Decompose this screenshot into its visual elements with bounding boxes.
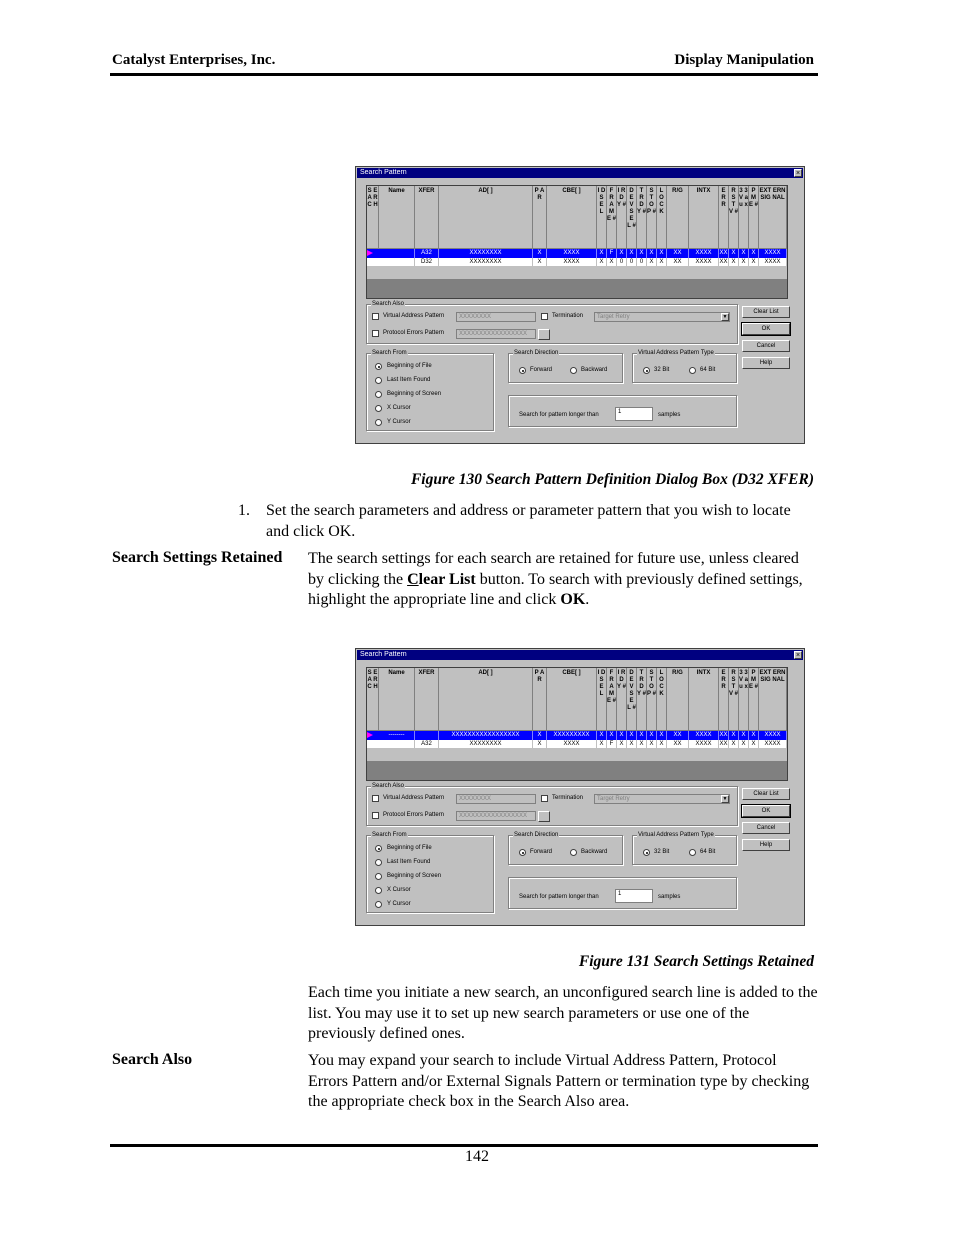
column-header-lock[interactable]: L O C K <box>657 186 667 248</box>
column-header-rstv[interactable]: R S T V # <box>729 668 739 730</box>
help-button[interactable]: Help <box>742 357 790 369</box>
page-header-left: Catalyst Enterprises, Inc. <box>112 52 276 68</box>
bit64-radio[interactable] <box>689 367 696 374</box>
termination-label: Termination <box>552 795 584 801</box>
cell-irdy: X <box>617 731 627 740</box>
column-header-v3aux[interactable]: 3 3 V a u x <box>739 668 749 730</box>
cell-frame: F <box>607 249 617 258</box>
search-also-group <box>366 783 738 826</box>
dialog-title: Search Pattern <box>360 651 407 658</box>
column-header-ad[interactable]: AD[ ] <box>439 186 533 248</box>
cell-rg: XX <box>667 249 689 258</box>
cell-par: X <box>533 258 547 267</box>
backward-radio[interactable] <box>570 849 577 856</box>
protocol-errors-pattern-label: Protocol Errors Pattern <box>383 330 445 336</box>
column-header-frame[interactable]: F R A M E # <box>607 186 617 248</box>
cell-xfer: A32 <box>415 740 439 749</box>
cell-intx: XXXX <box>689 731 719 740</box>
cell-par: X <box>533 731 547 740</box>
bit32-radio[interactable] <box>643 367 650 374</box>
cell-v3aux: X <box>739 740 749 749</box>
clear-list-button[interactable]: Clear List <box>742 788 790 800</box>
column-header-lock[interactable]: L O C K <box>657 668 667 730</box>
cell-pme: X <box>749 740 759 749</box>
cell-rg: XX <box>667 731 689 740</box>
cell-cbe: XXXX <box>547 249 597 258</box>
close-icon[interactable]: × <box>795 652 801 659</box>
search-also-group-label: Search Also <box>372 301 405 307</box>
column-header-err[interactable]: E R R <box>719 186 729 248</box>
new-search-line-paragraph: Each time you initiate a new search, an unconfigured search line is added to the list. You may use it to set up new search parameters or use one of the previously defined ones. <box>308 984 818 1042</box>
virtual-address-pattern-label: Virtual Address Pattern <box>383 795 445 801</box>
column-header-devsel[interactable]: D E V S E L # <box>627 186 637 248</box>
dialog-titlebar <box>357 168 803 178</box>
search-from-radio[interactable] <box>375 901 382 908</box>
column-header-cbe[interactable]: CBE[ ] <box>547 186 597 248</box>
cell-stop: X <box>647 731 657 740</box>
bit64-label: 64 Bit <box>700 849 716 855</box>
column-header-pme[interactable]: P M E # <box>749 668 759 730</box>
cell-stop: X <box>647 740 657 749</box>
grid-header <box>367 186 787 248</box>
search-from-option-label: Beginning of File <box>387 845 432 851</box>
cell-name <box>379 249 415 258</box>
column-header-cbe[interactable]: CBE[ ] <box>547 668 597 730</box>
search-from-option-label: X Cursor <box>387 405 411 411</box>
va-pattern-type-group-label: Virtual Address Pattern Type <box>638 350 714 356</box>
bit64-radio[interactable] <box>689 849 696 856</box>
cell-ad: XXXXXXXX <box>439 249 533 258</box>
column-header-search[interactable]: S E A R C H <box>367 668 379 730</box>
cancel-button[interactable]: Cancel <box>742 822 790 834</box>
cell-trdy: X <box>637 740 647 749</box>
cell-rstv: X <box>729 740 739 749</box>
column-header-par[interactable]: P A R <box>533 186 547 248</box>
search-from-option-label: X Cursor <box>387 887 411 893</box>
column-header-intx[interactable]: INTX <box>689 186 719 248</box>
search-from-radio[interactable] <box>375 363 382 370</box>
dialog-titlebar <box>357 650 803 660</box>
column-header-pme[interactable]: P M E # <box>749 186 759 248</box>
protocol-errors-browse-button[interactable] <box>538 811 550 822</box>
backward-label: Backward <box>581 849 608 855</box>
cell-xfer: D32 <box>415 258 439 267</box>
cell-cbe: XXXX <box>547 258 597 267</box>
header-rule <box>110 73 818 76</box>
column-header-name[interactable]: Name <box>379 186 415 248</box>
cell-err: XX <box>719 732 728 738</box>
cell-rg: XX <box>667 258 689 267</box>
cell-irdy: X <box>617 740 627 749</box>
cell-ext: XXXX <box>759 249 787 258</box>
search-settings-retained-text: The search settings for each search are retained for future use, unless cleared by clicking the Clear List button. To search with previously defined settings, highlight the appropriate line and click OK. <box>308 550 803 608</box>
longer-than-label: Search for pattern longer than <box>519 412 599 418</box>
cell-ad: XXXXXXXX <box>439 258 533 267</box>
virtual-address-pattern-checkbox[interactable] <box>372 795 379 802</box>
row-pointer-icon <box>367 250 373 256</box>
search-from-option-label: Y Cursor <box>387 901 411 907</box>
cell-rstv: X <box>729 731 739 740</box>
page-header-right: Display Manipulation <box>674 52 814 68</box>
cell-idsel: X <box>597 740 607 749</box>
cell-idsel: X <box>597 258 607 267</box>
cell-cbe: XXXXXXXXX <box>547 731 597 740</box>
cell-devsel: X <box>627 731 637 740</box>
termination-checkbox[interactable] <box>541 313 548 320</box>
column-header-idsel[interactable]: I D S E L <box>597 668 607 730</box>
search-from-radio[interactable] <box>375 419 382 426</box>
termination-select[interactable]: Target Retry <box>594 312 730 322</box>
cell-ext: XXXX <box>759 740 787 749</box>
cell-xfer: A32 <box>415 249 439 258</box>
column-header-xfer[interactable]: XFER <box>415 186 439 248</box>
ok-button[interactable]: OK <box>742 323 790 335</box>
cell-intx: XXXX <box>689 249 719 258</box>
step-1-number: 1. <box>238 502 250 519</box>
protocol-errors-pattern-field[interactable]: XXXXXXXXXXXXXXXXX <box>456 811 536 821</box>
column-header-trdy[interactable]: T R D Y # <box>637 186 647 248</box>
search-from-radio[interactable] <box>375 887 382 894</box>
column-header-err[interactable]: E R R <box>719 668 729 730</box>
cell-rg: XX <box>667 740 689 749</box>
column-header-rg[interactable]: R/G <box>667 668 689 730</box>
longer-than-label: Search for pattern longer than <box>519 894 599 900</box>
cell-err: XX <box>719 741 728 747</box>
cell-stop: X <box>647 258 657 267</box>
column-header-irdy[interactable]: I R D Y # <box>617 668 627 730</box>
search-grid[interactable] <box>366 185 788 299</box>
search-also-text: You may expand your search to include Virtual Address Pattern, Protocol Errors Pattern and/or External Signals Pattern or termination type by checking the appropriate check box in the Search Also area. <box>308 1052 810 1110</box>
cell-err: XX <box>719 250 728 256</box>
grid-scrollbar[interactable] <box>367 266 787 279</box>
cell-par: X <box>533 249 547 258</box>
virtual-address-pattern-field[interactable]: XXXXXXXX <box>456 312 536 322</box>
search-also-group <box>366 301 738 344</box>
column-header-stop[interactable]: S T O P # <box>647 668 657 730</box>
search-from-group-label: Search From <box>372 350 407 356</box>
cell-v3aux: X <box>739 258 749 267</box>
search-pattern-dialog <box>355 166 805 444</box>
samples-label: samples <box>658 412 681 418</box>
termination-select[interactable]: Target Retry <box>594 794 730 804</box>
search-from-radio[interactable] <box>375 859 382 866</box>
search-settings-retained-label: Search Settings Retained <box>112 549 283 566</box>
ok-button[interactable]: OK <box>742 805 790 817</box>
protocol-errors-pattern-field[interactable]: XXXXXXXXXXXXXXXXX <box>456 329 536 339</box>
close-icon[interactable]: × <box>795 170 801 177</box>
termination-label: Termination <box>552 313 584 319</box>
cell-pme: X <box>749 249 759 258</box>
protocol-errors-browse-button[interactable] <box>538 329 550 340</box>
cell-v3aux: X <box>739 731 749 740</box>
virtual-address-pattern-label: Virtual Address Pattern <box>383 313 445 319</box>
cell-err: XX <box>719 259 728 265</box>
cell-rstv: X <box>729 249 739 258</box>
forward-label: Forward <box>530 367 553 373</box>
backward-label: Backward <box>581 367 608 373</box>
search-grid[interactable] <box>366 667 788 781</box>
cell-devsel: X <box>627 249 637 258</box>
longer-than-input[interactable]: 1 <box>615 407 653 421</box>
protocol-errors-pattern-checkbox[interactable] <box>372 330 379 337</box>
protocol-errors-pattern-checkbox[interactable] <box>372 812 379 819</box>
search-from-option-label: Beginning of Screen <box>387 391 442 397</box>
column-header-par[interactable]: P A R <box>533 668 547 730</box>
table-row[interactable] <box>367 249 787 258</box>
search-from-radio[interactable] <box>375 845 382 852</box>
bit32-radio[interactable] <box>643 849 650 856</box>
search-from-radio[interactable] <box>375 873 382 880</box>
clear-list-button[interactable]: Clear List <box>742 306 790 318</box>
cell-pme: X <box>749 731 759 740</box>
column-header-ext[interactable]: EXT ERN SIG NAL <box>759 668 787 730</box>
cell-frame: X <box>607 731 617 740</box>
cancel-button[interactable]: Cancel <box>742 340 790 352</box>
column-header-xfer[interactable]: XFER <box>415 668 439 730</box>
search-from-radio[interactable] <box>375 405 382 412</box>
cell-frame: X <box>607 258 617 267</box>
cell-trdy: X <box>637 249 647 258</box>
cell-lock: X <box>657 740 667 749</box>
cell-idsel: X <box>597 249 607 258</box>
backward-radio[interactable] <box>570 367 577 374</box>
step-1-text: Set the search parameters and address or parameter pattern that you wish to locate and click OK. <box>266 502 791 540</box>
table-row[interactable] <box>367 731 787 740</box>
cell-intx: XXXX <box>689 258 719 267</box>
chevron-down-icon[interactable]: ▼ <box>722 314 728 320</box>
virtual-address-pattern-checkbox[interactable] <box>372 313 379 320</box>
forward-radio[interactable] <box>519 849 526 856</box>
column-header-stop[interactable]: S T O P # <box>647 186 657 248</box>
help-button[interactable]: Help <box>742 839 790 851</box>
column-header-frame[interactable]: F R A M E # <box>607 668 617 730</box>
va-pattern-type-group-label: Virtual Address Pattern Type <box>638 832 714 838</box>
search-also-label: Search Also <box>112 1051 193 1068</box>
grid-header <box>367 668 787 730</box>
cell-rstv: X <box>729 258 739 267</box>
cell-ext: XXXX <box>759 731 787 740</box>
column-header-rstv[interactable]: R S T V # <box>729 186 739 248</box>
cell-v3aux: X <box>739 249 749 258</box>
column-header-irdy[interactable]: I R D Y # <box>617 186 627 248</box>
column-header-search[interactable]: S E A R C H <box>367 186 379 248</box>
column-header-trdy[interactable]: T R D Y # <box>637 668 647 730</box>
forward-label: Forward <box>530 849 553 855</box>
column-header-idsel[interactable]: I D S E L <box>597 186 607 248</box>
column-header-intx[interactable]: INTX <box>689 668 719 730</box>
cell-lock: X <box>657 731 667 740</box>
column-header-ad[interactable]: AD[ ] <box>439 668 533 730</box>
search-settings-retained-dialog <box>355 648 805 926</box>
protocol-errors-pattern-label: Protocol Errors Pattern <box>383 812 445 818</box>
search-from-option-label: Beginning of Screen <box>387 873 442 879</box>
search-from-option-label: Beginning of File <box>387 363 432 369</box>
cell-devsel: X <box>627 740 637 749</box>
cell-cbe: XXXX <box>547 740 597 749</box>
cell-lock: X <box>657 249 667 258</box>
column-header-v3aux[interactable]: 3 3 V a u x <box>739 186 749 248</box>
termination-checkbox[interactable] <box>541 795 548 802</box>
cell-idsel: X <box>597 731 607 740</box>
cell-xfer <box>415 731 439 740</box>
page-number: 142 <box>465 1148 489 1165</box>
search-from-option-label: Last Item Found <box>387 859 431 865</box>
search-from-radio[interactable] <box>375 391 382 398</box>
search-from-option-label: Y Cursor <box>387 419 411 425</box>
cell-irdy: X <box>617 249 627 258</box>
cell-ad: XXXXXXXX <box>439 740 533 749</box>
cell-trdy: 0 <box>637 258 647 267</box>
search-direction-group-label: Search Direction <box>514 350 559 356</box>
cell-irdy: 0 <box>617 258 627 267</box>
row-pointer-icon <box>367 732 373 738</box>
forward-radio[interactable] <box>519 367 526 374</box>
column-header-name[interactable]: Name <box>379 668 415 730</box>
search-also-group-label: Search Also <box>372 783 405 789</box>
dialog-title: Search Pattern <box>360 169 407 176</box>
cell-devsel: 0 <box>627 258 637 267</box>
cell-pme: X <box>749 258 759 267</box>
figure-131-caption: Figure 131 Search Settings Retained <box>578 953 814 970</box>
bit32-label: 32 Bit <box>654 849 670 855</box>
cell-stop: X <box>647 249 657 258</box>
cell-par: X <box>533 740 547 749</box>
cell-frame: F <box>607 740 617 749</box>
cell-ad: XXXXXXXXXXXXXXXXX <box>439 731 533 740</box>
column-header-devsel[interactable]: D E V S E L # <box>627 668 637 730</box>
cell-intx: XXXX <box>689 740 719 749</box>
column-header-rg[interactable]: R/G <box>667 186 689 248</box>
longer-than-input[interactable]: 1 <box>615 889 653 903</box>
samples-label: samples <box>658 894 681 900</box>
search-direction-group-label: Search Direction <box>514 832 559 838</box>
footer-rule <box>110 1144 818 1147</box>
cell-lock: X <box>657 258 667 267</box>
search-from-option-label: Last Item Found <box>387 377 431 383</box>
cell-name: -------- <box>379 731 415 740</box>
figure-130-caption: Figure 130 Search Pattern Definition Dialog Box (D32 XFER) <box>410 471 814 488</box>
virtual-address-pattern-field[interactable]: XXXXXXXX <box>456 794 536 804</box>
chevron-down-icon[interactable]: ▼ <box>722 796 728 802</box>
bit64-label: 64 Bit <box>700 367 716 373</box>
search-from-radio[interactable] <box>375 377 382 384</box>
grid-scrollbar[interactable] <box>367 748 787 761</box>
search-from-group-label: Search From <box>372 832 407 838</box>
bit32-label: 32 Bit <box>654 367 670 373</box>
column-header-ext[interactable]: EXT ERN SIG NAL <box>759 186 787 248</box>
cell-ext: XXXX <box>759 258 787 267</box>
cell-trdy: X <box>637 731 647 740</box>
